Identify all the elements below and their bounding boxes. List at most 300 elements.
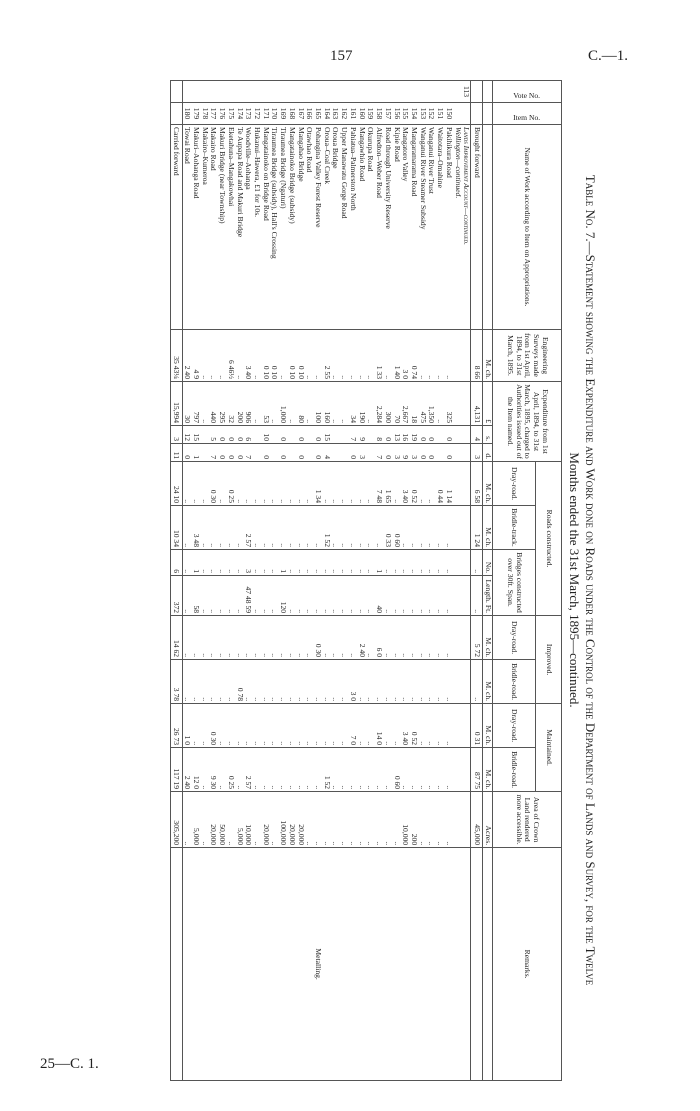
item-no-cell: 174 (235, 103, 244, 125)
maintained-dray-cell: .. (331, 704, 340, 748)
work-name-cell: Waitotara–Omahine (435, 125, 444, 330)
bridges-number-cell (462, 550, 471, 576)
expenditure-pounds-cell: 53 (261, 382, 270, 426)
col-surveys: Engineering Surveys made from 1st April, 1894, to 31st March, 1895. (493, 330, 562, 382)
remarks-cell (409, 848, 418, 1081)
vote-no-cell (244, 81, 253, 103)
improved-bridle-cell: .. (191, 660, 200, 704)
col-item-no: Item No. (493, 103, 562, 125)
dray-road-cell (453, 462, 462, 506)
surveys-cell: 0 10 (296, 330, 305, 382)
remarks-cell (435, 848, 444, 1081)
maintained-dray-cell: .. (305, 704, 314, 748)
vote-no-cell (383, 81, 392, 103)
improved-bridle-cell: .. (296, 660, 305, 704)
col-area: Area of Crown Land rendered more accessible. (493, 792, 562, 848)
item-no-cell: 170 (270, 103, 279, 125)
area-cell: 200 (409, 792, 418, 848)
bridges-number-cell: .. (383, 550, 392, 576)
surveys-cell: 4 9 (191, 330, 200, 382)
expenditure-pence-cell: 0 (261, 444, 270, 462)
vote-no-cell (453, 81, 462, 103)
improved-dray-cell: .. (366, 616, 375, 660)
expenditure-shillings-cell: 0 (217, 426, 226, 444)
improved-dray-cell: .. (261, 616, 270, 660)
expenditure-shillings-cell: 8 (374, 426, 383, 444)
maintained-dray-cell: .. (435, 704, 444, 748)
bridle-track-cell: 0 60 (392, 506, 401, 550)
expenditure-shillings-cell: 0 (444, 426, 453, 444)
remarks-cell (235, 848, 244, 1081)
maintained-bridle-cell: 1 52 (322, 748, 331, 792)
improved-bridle-cell: .. (331, 660, 340, 704)
surveys-cell: 1 40 (392, 330, 401, 382)
bridges-length-cell: .. (357, 576, 366, 616)
surveys-cell (462, 330, 471, 382)
maintained-bridle-cell: .. (401, 748, 410, 792)
maintained-bridle-cell: .. (252, 748, 261, 792)
expenditure-pounds-cell (453, 382, 462, 426)
remarks-cell (209, 848, 218, 1081)
bridges-length-cell: .. (217, 576, 226, 616)
maintained-bridle-cell: .. (435, 748, 444, 792)
remarks-cell (392, 848, 401, 1081)
area-cell: 5,000 (191, 792, 200, 848)
expenditure-pence-cell: 0 (418, 444, 427, 462)
improved-dray-cell: 6 0 (374, 616, 383, 660)
expenditure-shillings-cell: 15 (322, 426, 331, 444)
bridges-length-cell: .. (235, 576, 244, 616)
improved-bridle-cell: .. (444, 660, 453, 704)
vote-no-cell (170, 81, 182, 103)
bridges-number-cell (453, 550, 462, 576)
vote-no-cell (217, 81, 226, 103)
table-row (170, 81, 182, 1081)
item-no-cell: 173 (244, 103, 253, 125)
expenditure-pence-cell (462, 444, 471, 462)
bridges-number-cell: .. (305, 550, 314, 576)
improved-bridle-cell: 3 78 (170, 660, 182, 704)
improved-dray-cell: .. (209, 616, 218, 660)
improved-dray-cell: .. (200, 616, 209, 660)
improved-dray-cell: .. (226, 616, 235, 660)
bridges-length-cell: .. (418, 576, 427, 616)
item-no-cell (462, 103, 471, 125)
expenditure-shillings-cell (435, 426, 444, 444)
expenditure-pence-cell (287, 444, 296, 462)
dray-road-cell: .. (357, 462, 366, 506)
bridges-number-cell: 3 (244, 550, 253, 576)
bridges-number-cell: .. (331, 550, 340, 576)
expenditure-shillings-cell (200, 426, 209, 444)
expenditure-pence-cell: 0 (182, 444, 191, 462)
bridle-track-cell: .. (313, 506, 322, 550)
improved-bridle-cell: 0 78 (235, 660, 244, 704)
dray-road-cell: 7 48 (374, 462, 383, 506)
work-name-cell: Tiraumea Bridge (Ngaturi) (278, 125, 287, 330)
work-name-cell: Brought forward (471, 125, 483, 330)
remarks-cell (191, 848, 200, 1081)
expenditure-shillings-cell (270, 426, 279, 444)
expenditure-pence-cell (340, 444, 349, 462)
bridle-track-cell: .. (435, 506, 444, 550)
bridges-length-cell: .. (366, 576, 375, 616)
work-name-cell: Wanganui River Trust (427, 125, 436, 330)
area-cell: 45,000 (471, 792, 483, 848)
improved-dray-cell (453, 616, 462, 660)
dray-road-cell: .. (244, 462, 253, 506)
work-name-cell: Mangatoro Valley (401, 125, 410, 330)
bridges-number-cell: .. (209, 550, 218, 576)
vote-no-cell (401, 81, 410, 103)
expenditure-shillings-cell (305, 426, 314, 444)
remarks-cell (305, 848, 314, 1081)
surveys-cell: .. (313, 330, 322, 382)
area-cell: 50,000 (217, 792, 226, 848)
bridle-track-cell: .. (217, 506, 226, 550)
improved-dray-cell: .. (444, 616, 453, 660)
area-cell: 10,000 (244, 792, 253, 848)
bridle-track-cell (453, 506, 462, 550)
expenditure-pence-cell: 3 (392, 444, 401, 462)
maintained-bridle-cell: 9 30 (209, 748, 218, 792)
unit-cell (483, 125, 493, 330)
table-row (313, 81, 322, 1081)
col-vote-no: Vote No. (493, 81, 562, 103)
maintained-bridle-cell: .. (357, 748, 366, 792)
bridges-number-cell: 6 (170, 550, 182, 576)
item-no-cell: 180 (182, 103, 191, 125)
improved-dray-cell: .. (418, 616, 427, 660)
table-row (296, 81, 305, 1081)
unit-cell: s. (483, 426, 493, 444)
improved-bridle-cell: .. (200, 660, 209, 704)
maintained-bridle-cell: 12 0 (191, 748, 200, 792)
work-name-cell: Woodville–Aohanga (244, 125, 253, 330)
expenditure-pounds-cell: 34 (348, 382, 357, 426)
expenditure-pounds-cell: .. (270, 382, 279, 426)
unit-cell: M. ch. (483, 330, 493, 382)
item-no-cell: 179 (191, 103, 200, 125)
bridle-track-cell: .. (340, 506, 349, 550)
maintained-dray-cell: 26 73 (170, 704, 182, 748)
col-maintained: Maintained. (535, 704, 561, 792)
expenditure-pounds-cell (462, 382, 471, 426)
bridges-length-cell: .. (435, 576, 444, 616)
vote-no-cell (278, 81, 287, 103)
table-body (170, 81, 492, 1081)
col-bridle-track: Bridle-track. (493, 506, 536, 550)
expenditure-shillings-cell (340, 426, 349, 444)
item-no-cell: 161 (348, 103, 357, 125)
expenditure-pounds-cell: .. (287, 382, 296, 426)
expenditure-pounds-cell: 70 (392, 382, 401, 426)
bridle-track-cell: 1 24 (471, 506, 483, 550)
remarks-cell (287, 848, 296, 1081)
remarks-cell (462, 848, 471, 1081)
dray-road-cell: .. (278, 462, 287, 506)
surveys-cell: .. (357, 330, 366, 382)
vote-no-cell (200, 81, 209, 103)
area-cell: .. (200, 792, 209, 848)
improved-dray-cell: .. (182, 616, 191, 660)
improved-bridle-cell: .. (392, 660, 401, 704)
bridges-number-cell: .. (217, 550, 226, 576)
bridle-track-cell: .. (296, 506, 305, 550)
area-cell: .. (252, 792, 261, 848)
area-cell: 20,000 (287, 792, 296, 848)
maintained-dray-cell (453, 704, 462, 748)
work-name-cell: Okurupa Road (366, 125, 375, 330)
table-row (392, 81, 401, 1081)
maintained-dray-cell: 1 0 (182, 704, 191, 748)
item-no-cell: 167 (296, 103, 305, 125)
bridle-track-cell: 3 48 (191, 506, 200, 550)
col-expenditure: Expenditure from 1st April, 1894, to 31st March, 1895, charged to Authorities issued out of the Item named. (493, 382, 562, 462)
surveys-cell: 6 46½ (226, 330, 235, 382)
item-no-cell (170, 103, 182, 125)
work-name-cell: Carried forward (170, 125, 182, 330)
bridges-number-cell: .. (287, 550, 296, 576)
bridges-number-cell: 1 (374, 550, 383, 576)
remarks-cell (348, 848, 357, 1081)
table-row (278, 81, 287, 1081)
item-no-cell: 163 (331, 103, 340, 125)
improved-bridle-cell: .. (252, 660, 261, 704)
bridle-track-cell: .. (252, 506, 261, 550)
table-row (462, 81, 471, 1081)
vote-no-cell (435, 81, 444, 103)
bridle-track-cell: 0 33 (383, 506, 392, 550)
surveys-cell: .. (418, 330, 427, 382)
maintained-bridle-cell: .. (296, 748, 305, 792)
work-name-cell: Wellington—continued. (453, 125, 462, 330)
table-row (217, 81, 226, 1081)
item-no-cell: 177 (209, 103, 218, 125)
vote-no-cell (444, 81, 453, 103)
bridges-number-cell: .. (226, 550, 235, 576)
dray-road-cell: 3 40 (401, 462, 410, 506)
work-name-cell: Oroua–Coal Creek (322, 125, 331, 330)
area-cell: .. (270, 792, 279, 848)
dray-road-cell: .. (235, 462, 244, 506)
bridges-number-cell: 1 (278, 550, 287, 576)
maintained-dray-cell: .. (418, 704, 427, 748)
vote-no-cell (182, 81, 191, 103)
expenditure-pence-cell: 7 (209, 444, 218, 462)
improved-bridle-cell: .. (471, 660, 483, 704)
maintained-bridle-cell: .. (200, 748, 209, 792)
vote-no-cell (357, 81, 366, 103)
unit-cell: M. ch. (483, 616, 493, 660)
improved-bridle-cell: .. (357, 660, 366, 704)
vote-no-cell (209, 81, 218, 103)
expenditure-pence-cell: 9 (401, 444, 410, 462)
surveys-cell: 8 66 (471, 330, 483, 382)
expenditure-shillings-cell: 19 (409, 426, 418, 444)
table-row (322, 81, 331, 1081)
surveys-cell: 35 43¼ (170, 330, 182, 382)
remarks-cell (296, 848, 305, 1081)
expenditure-pence-cell: 4 (322, 444, 331, 462)
bridges-number-cell: .. (366, 550, 375, 576)
dray-road-cell: .. (217, 462, 226, 506)
bridges-length-cell: .. (340, 576, 349, 616)
bridges-length-cell: .. (348, 576, 357, 616)
vote-no-cell (270, 81, 279, 103)
vote-no-cell (287, 81, 296, 103)
remarks-cell (401, 848, 410, 1081)
dray-road-cell: .. (270, 462, 279, 506)
expenditure-pence-cell: 0 (296, 444, 305, 462)
table-row (340, 81, 349, 1081)
work-name-cell: Mangatainoko on Bridge Road (261, 125, 270, 330)
surveys-cell: .. (209, 330, 218, 382)
work-name-cell: Kipie Road (392, 125, 401, 330)
area-cell: .. (182, 792, 191, 848)
table-row (287, 81, 296, 1081)
expenditure-pence-cell (270, 444, 279, 462)
vote-no-cell (296, 81, 305, 103)
area-cell: 20,000 (261, 792, 270, 848)
expenditure-pence-cell: 0 (278, 444, 287, 462)
maintained-dray-cell: 7 0 (348, 704, 357, 748)
area-cell: .. (322, 792, 331, 848)
rotated-table-page (120, 80, 600, 1080)
dray-road-cell: 24 10 (170, 462, 182, 506)
document-code: C.—1. (587, 48, 628, 64)
col-dray-road: Dray-road. (493, 462, 536, 506)
table-row (191, 81, 200, 1081)
expenditure-pounds-cell: 2,667 (401, 382, 410, 426)
area-cell: 305,200 (170, 792, 182, 848)
vote-no-cell (313, 81, 322, 103)
maintained-dray-cell: .. (287, 704, 296, 748)
expenditure-pounds-cell: .. (252, 382, 261, 426)
bridle-track-cell: .. (235, 506, 244, 550)
improved-bridle-cell: .. (261, 660, 270, 704)
improved-dray-cell: .. (270, 616, 279, 660)
area-cell: .. (313, 792, 322, 848)
remarks-cell (322, 848, 331, 1081)
surveys-cell: .. (340, 330, 349, 382)
improved-bridle-cell: .. (435, 660, 444, 704)
item-no-cell: 164 (322, 103, 331, 125)
expenditure-pounds-cell: 1,000 (278, 382, 287, 426)
area-cell: 20,000 (209, 792, 218, 848)
improved-dray-cell: .. (278, 616, 287, 660)
item-no-cell: 176 (217, 103, 226, 125)
expenditure-pounds-cell: 18 (409, 382, 418, 426)
remarks-cell (427, 848, 436, 1081)
bridges-length-cell: .. (444, 576, 453, 616)
maintained-bridle-cell: .. (270, 748, 279, 792)
expenditure-pence-cell (453, 444, 462, 462)
dray-road-cell: 0 25 (226, 462, 235, 506)
item-no-cell: 157 (383, 103, 392, 125)
bridges-length-cell: 47 48 59 (244, 576, 253, 616)
expenditure-pounds-cell: 160 (322, 382, 331, 426)
area-cell: .. (226, 792, 235, 848)
improved-bridle-cell: .. (226, 660, 235, 704)
maintained-bridle-cell: .. (427, 748, 436, 792)
table-row (348, 81, 357, 1081)
bridges-number-cell: .. (427, 550, 436, 576)
expenditure-pounds-cell: 906 (244, 382, 253, 426)
table-row (444, 81, 453, 1081)
table-row (409, 81, 418, 1081)
improved-bridle-cell: .. (278, 660, 287, 704)
bridle-track-cell: .. (226, 506, 235, 550)
improved-bridle-cell: .. (313, 660, 322, 704)
units-row (483, 81, 493, 1081)
bridle-track-cell: .. (401, 506, 410, 550)
improved-dray-cell: .. (235, 616, 244, 660)
improved-bridle-cell (453, 660, 462, 704)
maintained-dray-cell: .. (427, 704, 436, 748)
work-name-cell: Pakihikura Road (444, 125, 453, 330)
vote-no-cell (340, 81, 349, 103)
area-cell: .. (427, 792, 436, 848)
table-row (453, 81, 462, 1081)
improved-bridle-cell: .. (209, 660, 218, 704)
dray-road-cell: .. (296, 462, 305, 506)
maintained-dray-cell: .. (252, 704, 261, 748)
improved-dray-cell: .. (383, 616, 392, 660)
bridges-length-cell: 58 (191, 576, 200, 616)
maintained-bridle-cell: .. (366, 748, 375, 792)
expenditure-pence-cell: 7 (374, 444, 383, 462)
improved-bridle-cell: .. (374, 660, 383, 704)
bridle-track-cell: .. (261, 506, 270, 550)
bridle-track-cell: .. (374, 506, 383, 550)
bridle-track-cell: .. (348, 506, 357, 550)
expenditure-shillings-cell: 16 (401, 426, 410, 444)
item-no-cell: 150 (444, 103, 453, 125)
bridges-number-cell: .. (200, 550, 209, 576)
bridges-number-cell: 1 (191, 550, 200, 576)
unit-cell: Length. Ft. (483, 576, 493, 616)
improved-bridle-cell: .. (418, 660, 427, 704)
expenditure-shillings-cell: 3 (170, 426, 182, 444)
remarks-cell (278, 848, 287, 1081)
expenditure-pence-cell: 3 (409, 444, 418, 462)
maintained-dray-cell: .. (322, 704, 331, 748)
vote-no-cell (409, 81, 418, 103)
remarks-cell (261, 848, 270, 1081)
table-subtitle: Months ended the 31st March, 1895—continued. (567, 452, 582, 708)
unit-cell: No. (483, 550, 493, 576)
maintained-dray-cell: .. (244, 704, 253, 748)
expenditure-pounds-cell: .. (331, 382, 340, 426)
bridges-length-cell (453, 576, 462, 616)
improved-dray-cell (462, 616, 471, 660)
work-name-cell: Upper Manawatu Gorge Road (340, 125, 349, 330)
expenditure-pounds-cell: .. (435, 382, 444, 426)
maintained-dray-cell: .. (383, 704, 392, 748)
vote-no-cell (374, 81, 383, 103)
area-cell (462, 792, 471, 848)
expenditure-pounds-cell: 30 (182, 382, 191, 426)
maintained-dray-cell: .. (270, 704, 279, 748)
bridges-number-cell: .. (340, 550, 349, 576)
maintained-dray-cell: 0 52 (409, 704, 418, 748)
expenditure-shillings-cell: 7 (348, 426, 357, 444)
maintained-bridle-cell: .. (331, 748, 340, 792)
unit-cell: M. ch. (483, 704, 493, 748)
improved-dray-cell: .. (305, 616, 314, 660)
remarks-cell (340, 848, 349, 1081)
